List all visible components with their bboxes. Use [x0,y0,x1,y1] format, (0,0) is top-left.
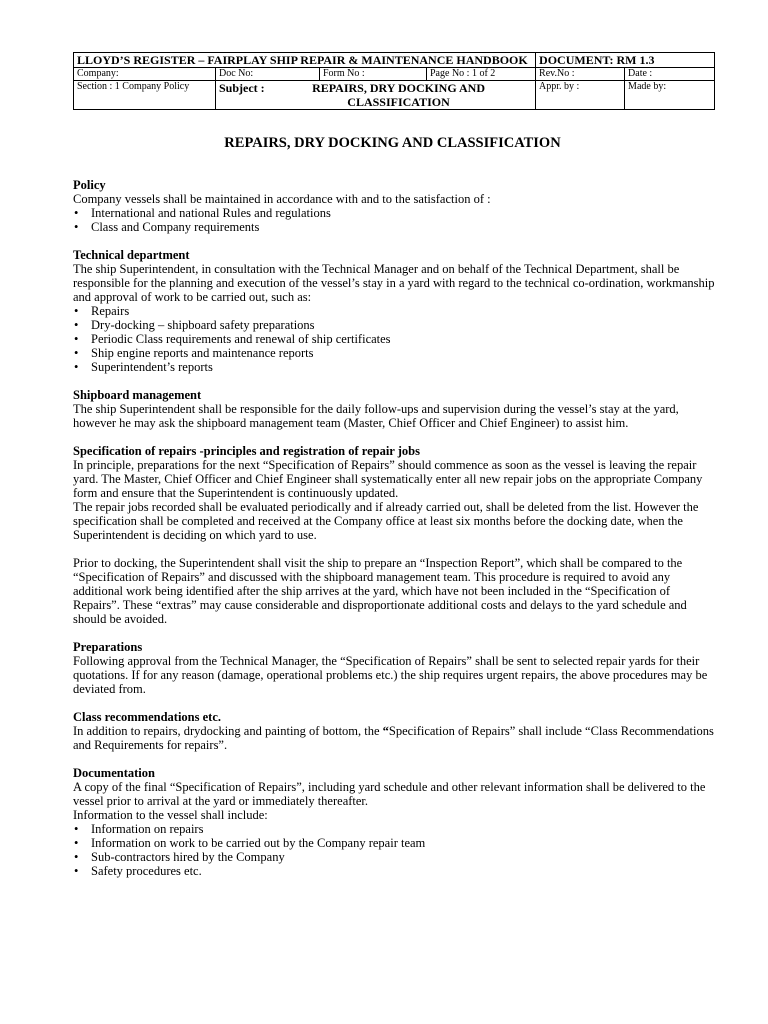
policy-intro: Company vessels shall be maintained in accordance with and to the satisfaction of : [73,192,491,206]
technical-heading: Technical department [73,248,190,262]
shipboard-heading: Shipboard management [73,388,202,402]
list-item: • Information on work to be carried out by the Company repair team [73,836,718,850]
documentation-heading: Documentation [73,766,155,780]
policy-list [73,206,718,234]
shipboard-section [73,388,718,430]
class-recommendations-text [73,724,718,752]
list-item: • Information on repairs [73,822,718,836]
technical-text: The ship Superintendent, in consultation with the Technical Manager and on behalf of the Technical Department, shall be responsible for the planning and execution of the vessel’s stay in a yard with regard to the technical co-ordination, workmanship and approval of work to be carried out, such as: [73,262,715,304]
document-body [73,178,718,892]
handbook-title: LLOYD’S REGISTER – FAIRPLAY SHIP REPAIR & MAINTENANCE HANDBOOK [74,53,536,68]
subject-field [216,81,536,110]
specification-section [73,444,718,626]
class-recommendations-section [73,710,718,752]
policy-section [73,178,718,234]
shipboard-text: The ship Superintendent shall be responsible for the daily follow-ups and supervision during the vessel’s stay at the yard, however he may ask the shipboard management team (Master, Chief Officer and Chief Engineer) to assist him. [73,402,679,430]
preparations-section [73,640,718,696]
documentation-paragraph-2: Information to the vessel shall include: [73,808,268,822]
list-item: • Class and Company requirements [73,220,718,234]
technical-list [73,304,718,374]
list-item: • Ship engine reports and maintenance reports [73,346,718,360]
page-no-field: Page No : 1 of 2 [427,68,536,81]
specification-paragraph-1: In principle, preparations for the next “Specification of Repairs” should commence as soon as the vessel is leaving the repair yard. The Master, Chief Officer and Chief Engineer shall systematically enter all new repair jobs on the appropriate Company form and ensure that the Superintendent is continuously updated. [73,458,703,500]
company-field: Company: [74,68,216,81]
list-item: • Repairs [73,304,718,318]
technical-section [73,248,718,374]
preparations-heading: Preparations [73,640,143,654]
page-title: REPAIRS, DRY DOCKING AND CLASSIFICATION [224,135,561,151]
rev-no-field: Rev.No : [536,68,625,81]
specification-paragraph-3: Prior to docking, the Superintendent shall visit the ship to prepare an “Inspection Report”, which shall be compared to the “Specification of Repairs” and discussed with the shipboard management team. This procedure is required to avoid any additional work being identified after the ship arrives at the yard, which have not been included in the “Specification of Repairs”. These “extras” may cause considerable and disproportionate additional costs and delays to the yard schedule and should be avoided. [73,556,687,626]
list-item: • Safety procedures etc. [73,864,718,878]
class-text-part-2: Specification of Repairs” shall include “Class Recommendations and Requirements for repairs”. [73,724,714,752]
class-recommendations-heading: Class recommendations etc. [73,710,222,724]
document-number: DOCUMENT: RM 1.3 [536,53,715,68]
document-header-table [73,52,715,110]
section-field: Section : 1 Company Policy [74,81,216,110]
preparations-text: Following approval from the Technical Manager, the “Specification of Repairs” shall be sent to selected repair yards for their quotations. If for any reason (damage, operational problems etc.) the ship requires urgent repairs, the above procedures may be deviated from. [73,654,708,696]
specification-heading: Specification of repairs -principles and registration of repair jobs [73,444,420,458]
documentation-list [73,822,718,878]
documentation-paragraph-1: A copy of the final “Specification of Repairs”, including yard schedule and other relevant information shall be delivered to the vessel prior to arrival at the yard or immediately thereafter. [73,780,706,808]
policy-heading: Policy [73,178,106,192]
class-text-part-1: In addition to repairs, drydocking and painting of bottom, the [73,724,383,738]
doc-no-field: Doc No: [216,68,320,81]
list-item: • Dry-docking – shipboard safety preparations [73,318,718,332]
appr-by-field: Appr. by : [536,81,625,110]
list-item: • Sub-contractors hired by the Company [73,850,718,864]
documentation-section [73,766,718,878]
class-text-quote: “ [382,724,389,738]
list-item: • Superintendent’s reports [73,360,718,374]
subject-label: Subject : [219,81,265,95]
specification-paragraph-2: The repair jobs recorded shall be evaluated periodically and if already carried out, shall be deleted from the list. However the specification shall be completed and received at the Company office at least six months before the docking date, when the Superintendent is deciding on which yard to use. [73,500,699,542]
list-item: • International and national Rules and regulations [73,206,718,220]
date-field: Date : [625,68,715,81]
subject-value: REPAIRS, DRY DOCKING AND CLASSIFICATION [312,81,485,109]
made-by-field: Made by: [625,81,715,110]
form-no-field: Form No : [320,68,427,81]
list-item: • Periodic Class requirements and renewal of ship certificates [73,332,718,346]
